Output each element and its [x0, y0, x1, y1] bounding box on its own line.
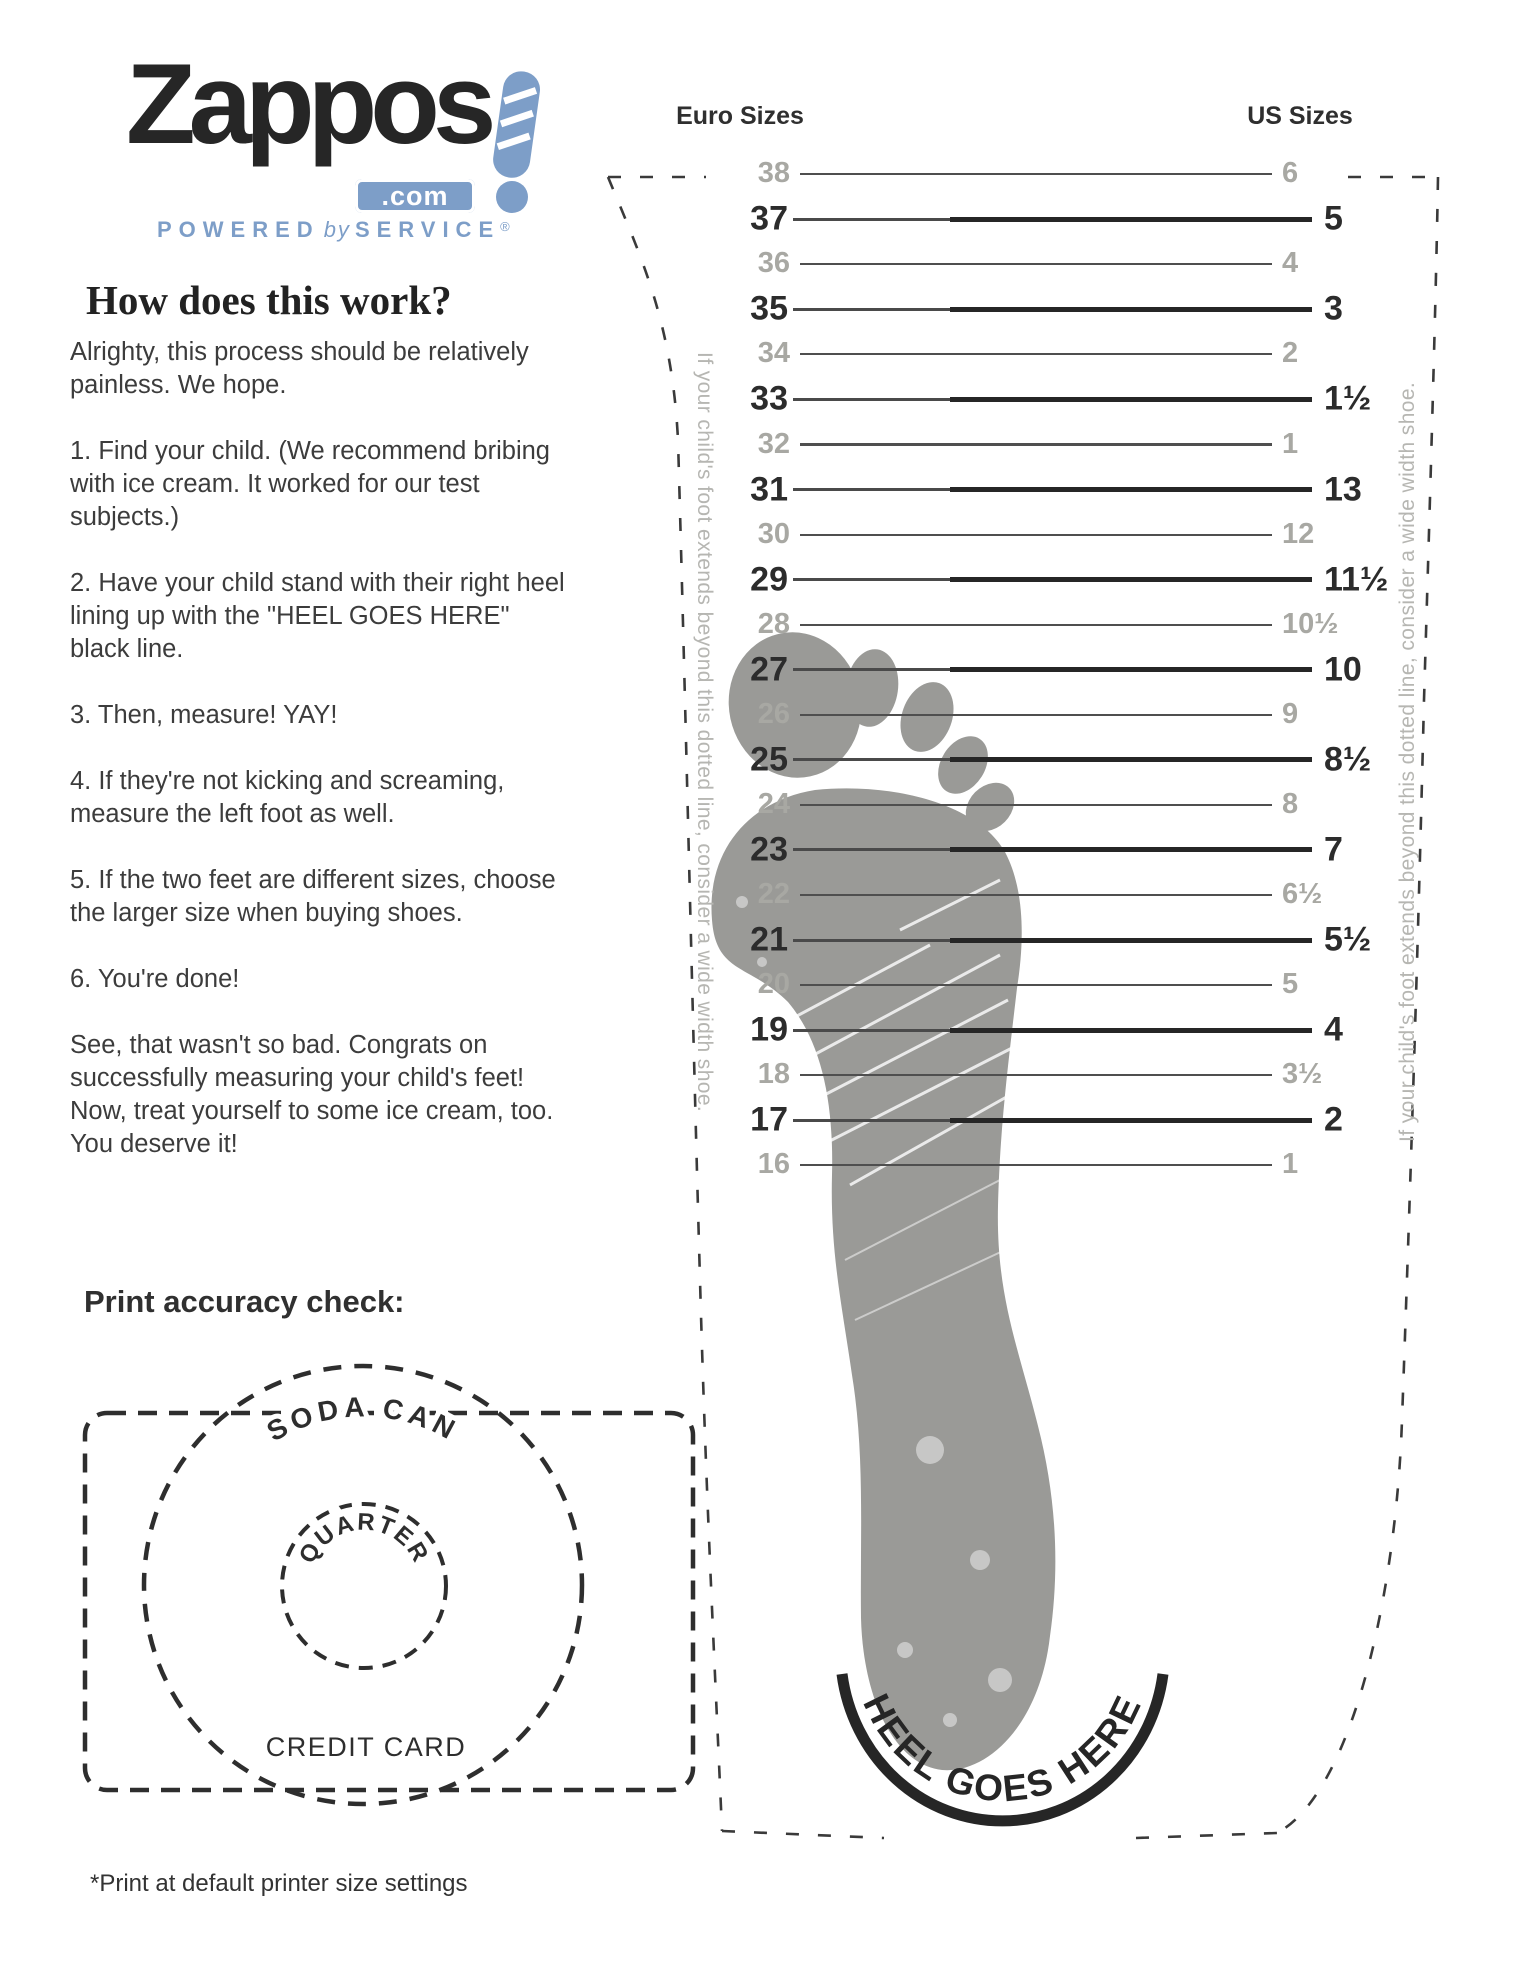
euro-size-label: 26 — [757, 697, 790, 730]
us-size-label: 12 — [1282, 517, 1315, 550]
quarter-label: QUARTER — [293, 1508, 435, 1569]
size-line — [800, 984, 1272, 986]
size-line — [800, 263, 1272, 265]
size-line — [950, 667, 1312, 672]
soda-can-label: SODA CAN — [261, 1391, 465, 1448]
euro-size-label: 38 — [757, 157, 790, 190]
euro-size-label: 27 — [750, 650, 788, 689]
wide-width-note-right: If your child's foot extends beyond this dotted line, consider a wide width shoe. — [1396, 381, 1419, 1142]
us-size-label: 1 — [1282, 427, 1299, 460]
euro-size-label: 31 — [750, 469, 788, 508]
tagline-by: by — [323, 217, 351, 242]
us-size-label: 3 — [1324, 289, 1343, 328]
size-line — [950, 938, 1312, 943]
us-size-label: 7 — [1324, 830, 1343, 869]
step-4: 4. If they're not kicking and screaming, measure the left foot as well. — [70, 767, 505, 828]
euro-size-label: 35 — [750, 289, 788, 328]
size-line — [793, 1119, 950, 1122]
euro-size-label: 24 — [757, 787, 790, 820]
step-6: 6. You're done! — [70, 965, 240, 993]
us-size-label: 4 — [1324, 1010, 1343, 1049]
size-line — [950, 217, 1312, 222]
size-line — [793, 758, 950, 761]
size-line — [800, 624, 1272, 626]
size-line — [800, 353, 1272, 355]
registered-mark: ® — [500, 219, 510, 234]
us-size-label: 11½ — [1324, 559, 1389, 598]
euro-sizes-header: Euro Sizes — [676, 102, 804, 130]
heel-goes-here-label: HEEL GOES HERE — [855, 1687, 1150, 1810]
size-line — [950, 307, 1312, 312]
us-size-label: 4 — [1282, 247, 1299, 280]
us-size-label: 13 — [1324, 469, 1362, 508]
size-line — [800, 1164, 1272, 1166]
size-line — [800, 804, 1272, 806]
us-size-label: 8 — [1282, 787, 1299, 820]
us-size-label: 10½ — [1282, 607, 1339, 640]
us-size-label: 1 — [1282, 1148, 1299, 1181]
size-line — [800, 443, 1272, 445]
euro-size-label: 16 — [757, 1148, 790, 1181]
size-line — [793, 218, 950, 221]
euro-size-label: 34 — [757, 337, 790, 370]
size-line — [950, 487, 1312, 492]
euro-size-label: 37 — [750, 199, 788, 238]
euro-size-label: 25 — [750, 740, 788, 779]
us-size-label: 2 — [1282, 337, 1299, 370]
step-5: 5. If the two feet are different sizes, choose the larger size when buying shoes. — [70, 866, 556, 927]
size-line — [793, 308, 950, 311]
euro-size-label: 21 — [750, 920, 788, 959]
tagline-service: SERVICE — [354, 217, 501, 242]
us-size-label: 6½ — [1282, 877, 1323, 910]
size-line — [793, 848, 950, 851]
euro-size-label: 33 — [750, 379, 788, 418]
us-size-label: 8½ — [1324, 740, 1372, 779]
credit-card-label: CREDIT CARD — [265, 1732, 467, 1762]
size-line — [800, 894, 1272, 896]
size-line — [793, 1029, 950, 1032]
euro-size-label: 32 — [757, 427, 790, 460]
size-line — [800, 534, 1272, 536]
size-line — [793, 488, 950, 491]
size-line — [800, 714, 1272, 716]
step-3: 3. Then, measure! YAY! — [70, 701, 338, 729]
us-sizes-header: US Sizes — [1247, 102, 1353, 130]
euro-size-label: 28 — [757, 607, 790, 640]
size-line — [793, 578, 950, 581]
size-line — [800, 173, 1272, 175]
size-line — [793, 668, 950, 671]
euro-size-label: 17 — [750, 1100, 788, 1139]
us-size-label: 5 — [1324, 199, 1343, 238]
euro-size-label: 23 — [750, 830, 788, 869]
euro-size-label: 20 — [757, 968, 790, 1001]
euro-size-label: 18 — [757, 1058, 790, 1091]
intro-paragraph: Alrighty, this process should be relatively painless. We hope. — [70, 338, 529, 399]
us-size-label: 2 — [1324, 1100, 1343, 1139]
us-size-label: 5½ — [1324, 920, 1372, 959]
wide-width-note-left: If your child's foot extends beyond this dotted line, consider a wide width shoe. — [693, 352, 716, 1113]
euro-size-label: 30 — [757, 517, 790, 550]
page-title: How does this work? — [86, 277, 452, 323]
euro-size-label: 36 — [757, 247, 790, 280]
size-line — [950, 577, 1312, 582]
step-2: 2. Have your child stand with their right heel lining up with the "HEEL GOES HERE" black line. — [70, 569, 565, 663]
print-settings-footnote: *Print at default printer size settings — [90, 1870, 468, 1897]
step-1: 1. Find your child. (We recommend bribing with ice cream. It worked for our test subjects.) — [70, 437, 550, 531]
euro-size-label: 29 — [750, 559, 788, 598]
us-size-label: 3½ — [1282, 1058, 1323, 1091]
us-size-label: 9 — [1282, 697, 1299, 730]
size-line — [950, 847, 1312, 852]
us-size-label: 6 — [1282, 157, 1299, 190]
us-size-label: 1½ — [1324, 379, 1372, 418]
us-size-label: 5 — [1282, 968, 1299, 1001]
size-line — [950, 1028, 1312, 1033]
size-line — [950, 1118, 1312, 1123]
size-line — [800, 1074, 1272, 1076]
size-line — [950, 397, 1312, 402]
size-line — [950, 757, 1312, 762]
closing-paragraph: See, that wasn't so bad. Congrats on successfully measuring your child's feet! Now, treat yourself to some ice cream, too. You deserve it! — [70, 1031, 554, 1158]
us-size-label: 10 — [1324, 650, 1362, 689]
size-line — [793, 398, 950, 401]
zappos-dotcom-badge: .com — [355, 179, 475, 213]
size-line — [793, 939, 950, 942]
tagline-powered: POWERED — [157, 217, 320, 242]
euro-size-label: 22 — [757, 877, 790, 910]
zappos-logo-wordmark: Zappos — [126, 41, 490, 168]
euro-size-label: 19 — [750, 1010, 788, 1049]
print-accuracy-heading: Print accuracy check: — [84, 1284, 405, 1319]
